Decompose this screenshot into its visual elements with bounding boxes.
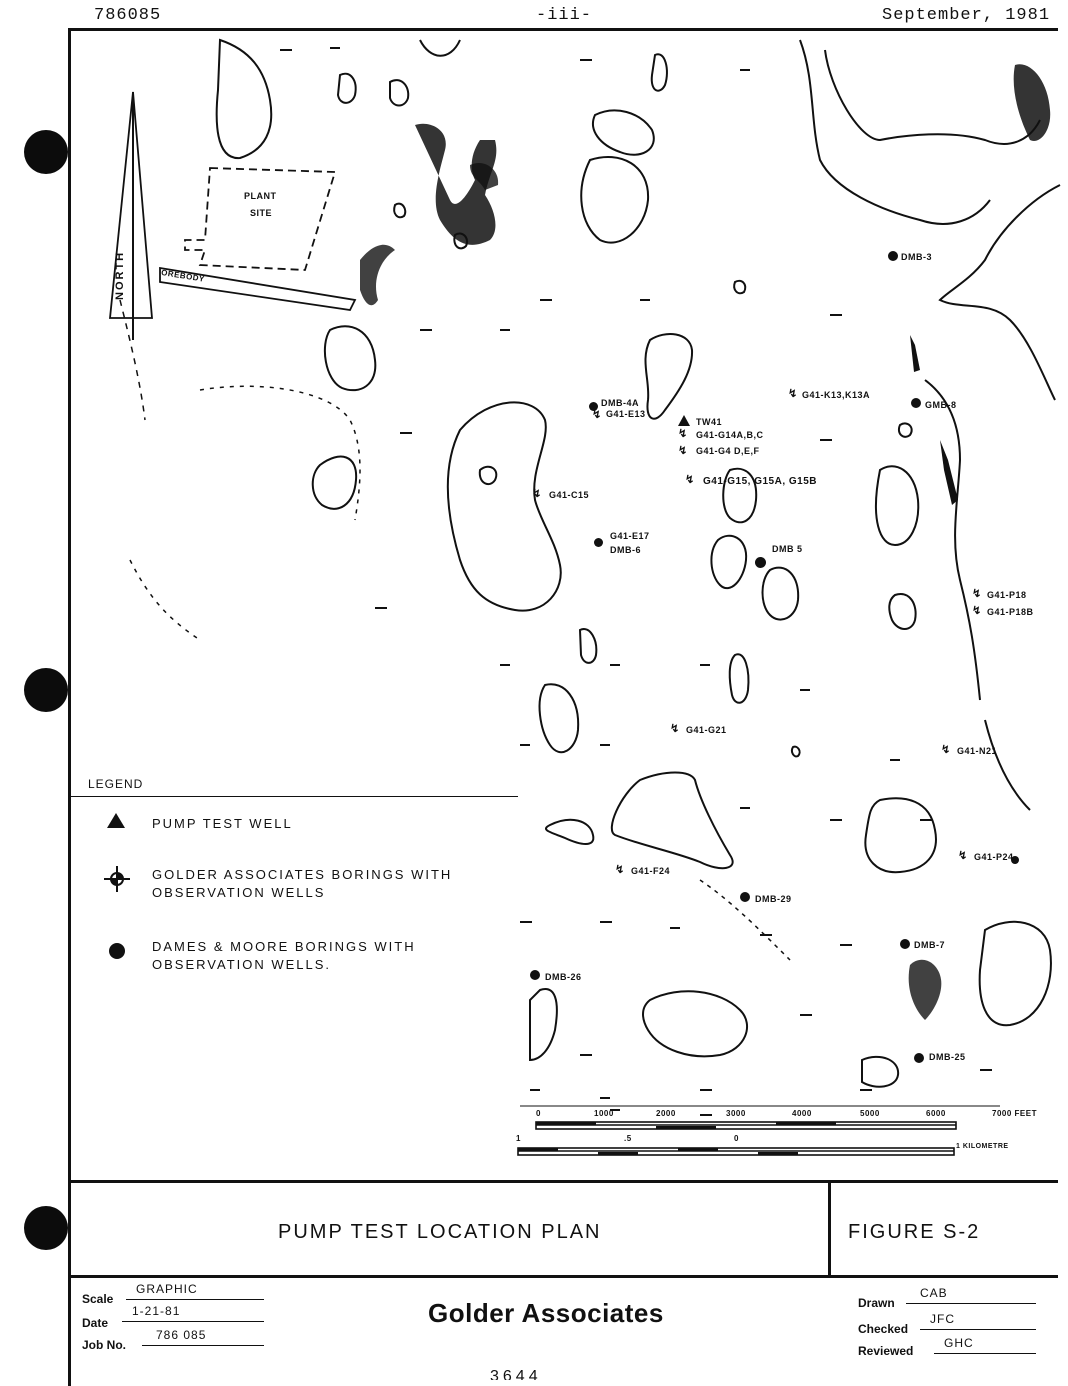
lake-outline bbox=[480, 467, 497, 484]
dames-moore-legend-icon bbox=[109, 943, 125, 959]
lake-outline bbox=[899, 423, 912, 436]
scale-tick: 1 KILOMETRE bbox=[956, 1143, 1009, 1150]
scale-label: Scale bbox=[82, 1292, 114, 1306]
figure-number: FIGURE S-2 bbox=[848, 1221, 981, 1243]
checked-label: Checked bbox=[858, 1322, 909, 1336]
well-label: TW41 bbox=[696, 417, 723, 427]
scale-tick: 7000 FEET bbox=[992, 1109, 1037, 1118]
legend-item-pump-test-well: PUMP TEST WELL bbox=[152, 816, 293, 831]
lake-outline bbox=[530, 989, 557, 1060]
scale-tick: 5000 bbox=[860, 1109, 880, 1118]
job-number-value: 786 085 bbox=[142, 1328, 264, 1346]
scale-tick: 4000 bbox=[792, 1109, 812, 1118]
lake-outline bbox=[390, 80, 408, 105]
lake-outline bbox=[862, 1057, 898, 1087]
well-label: DMB-29 bbox=[755, 894, 792, 904]
title-divider bbox=[828, 1183, 831, 1278]
lake-outline bbox=[325, 326, 375, 390]
title-block bbox=[68, 1180, 1058, 1278]
drawing-title: PUMP TEST LOCATION PLAN bbox=[278, 1221, 602, 1243]
well-label: G41-C15 bbox=[549, 490, 590, 500]
lake-outline bbox=[581, 157, 648, 243]
lake-outline bbox=[448, 402, 561, 610]
well-label: G41-G14A,B,C bbox=[696, 430, 764, 440]
lake-outline bbox=[889, 594, 915, 629]
well-label: G41-E13 bbox=[606, 409, 646, 419]
lake-outline bbox=[394, 204, 405, 218]
well-label: DMB-25 bbox=[929, 1052, 966, 1062]
legend-item-dames-moore: DAMES & MOORE BORINGS WITH bbox=[152, 939, 416, 954]
reviewed-label: Reviewed bbox=[858, 1344, 914, 1358]
scale-tick: 2000 bbox=[656, 1109, 676, 1118]
lake-outline bbox=[980, 922, 1051, 1025]
dm-boring-dot bbox=[530, 970, 540, 980]
dm-boring-dot bbox=[740, 892, 750, 902]
scale-tick: 6000 bbox=[926, 1109, 946, 1118]
well-label: G41-K13,K13A bbox=[802, 390, 871, 400]
golder-boring-icon: ↯ bbox=[670, 723, 680, 735]
reviewed-value: GHC bbox=[934, 1336, 1036, 1354]
plant-site-boundary bbox=[185, 168, 335, 270]
legend-item-golder-borings-line2: OBSERVATION WELLS bbox=[152, 885, 326, 900]
pump-test-well-icon bbox=[107, 813, 125, 828]
pump-test-well-triangle bbox=[678, 415, 690, 426]
legend-rule bbox=[68, 796, 518, 797]
drawn-value: CAB bbox=[906, 1286, 1036, 1304]
scale-tick: 3000 bbox=[726, 1109, 746, 1118]
lake-outline bbox=[643, 991, 747, 1056]
golder-boring-icon: ↯ bbox=[678, 428, 688, 440]
lake-outline bbox=[730, 654, 749, 703]
golder-boring-icon: ↯ bbox=[958, 850, 968, 862]
legend-item-dames-moore-line2: OBSERVATION WELLS. bbox=[152, 957, 332, 972]
well-label: G41-P18B bbox=[987, 607, 1034, 617]
golder-boring-icon: ↯ bbox=[532, 488, 542, 500]
well-label: G41-P18 bbox=[987, 590, 1027, 600]
dm-boring-dot bbox=[911, 398, 921, 408]
lake-outline bbox=[792, 747, 800, 757]
dm-boring-dot bbox=[888, 251, 898, 261]
punch-hole-bottom bbox=[24, 1206, 68, 1250]
scale-tick: .5 bbox=[624, 1134, 632, 1143]
well-label: DMB-7 bbox=[914, 940, 945, 950]
well-label: G41-F24 bbox=[631, 866, 671, 876]
company-name: Golder Associates bbox=[428, 1298, 664, 1328]
document-date: September, 1981 bbox=[882, 6, 1051, 25]
scale-tick: 0 bbox=[536, 1109, 541, 1118]
lake-outline bbox=[645, 334, 692, 419]
date-value: 1-21-81 bbox=[122, 1304, 264, 1322]
shoreline bbox=[940, 185, 1060, 400]
info-block bbox=[68, 1278, 1058, 1368]
well-label: G41-P24 bbox=[974, 852, 1014, 862]
orebody-label: OREBODY bbox=[160, 268, 206, 284]
lake-outline bbox=[865, 798, 936, 872]
scale-value: GRAPHIC bbox=[126, 1282, 264, 1300]
rocky-terrain bbox=[1014, 64, 1051, 141]
lake-outline bbox=[612, 773, 733, 869]
golder-boring-legend-icon bbox=[102, 864, 132, 894]
lake-outline bbox=[593, 110, 654, 154]
golder-boring-icon: ↯ bbox=[685, 474, 695, 486]
well-label: G41-N21 bbox=[957, 746, 998, 756]
golder-boring-icon: ↯ bbox=[972, 588, 982, 600]
job-number-label: Job No. bbox=[82, 1338, 126, 1352]
well-label: DMB 5 bbox=[772, 544, 803, 554]
dm-boring-dot bbox=[594, 538, 603, 547]
well-label: G41-E17 bbox=[610, 531, 650, 541]
plant-site-label: SITE bbox=[250, 208, 273, 218]
lake-outline bbox=[313, 457, 356, 509]
golder-boring-icon: ↯ bbox=[972, 605, 982, 617]
well-label: DMB-6 bbox=[610, 545, 641, 555]
drawn-label: Drawn bbox=[858, 1296, 895, 1310]
lake-outline bbox=[338, 74, 356, 103]
shoreline bbox=[925, 380, 980, 700]
lake-outline bbox=[876, 466, 918, 545]
golder-boring-icon: ↯ bbox=[592, 409, 602, 421]
scale-tick: 0 bbox=[734, 1134, 739, 1143]
well-label: G41-G4 D,E,F bbox=[696, 446, 760, 456]
lake-outline bbox=[546, 820, 593, 844]
legend-item-golder-borings: GOLDER ASSOCIATES BORINGS WITH bbox=[152, 867, 453, 882]
dm-boring-dot bbox=[755, 557, 766, 568]
well-label: G41-G21 bbox=[686, 725, 727, 735]
golder-boring-icon: ↯ bbox=[788, 388, 798, 400]
lake-outline bbox=[734, 281, 745, 293]
golder-boring-icon: ↯ bbox=[615, 864, 625, 876]
plant-site-label: PLANT bbox=[244, 191, 277, 201]
page-marker: -iii- bbox=[536, 6, 593, 25]
well-label: DMB-26 bbox=[545, 972, 582, 982]
lake-outline bbox=[580, 629, 596, 663]
dm-boring-dot bbox=[914, 1053, 924, 1063]
shoreline bbox=[985, 720, 1030, 810]
golder-boring-icon: ↯ bbox=[678, 445, 688, 457]
lake-outline bbox=[540, 684, 579, 752]
document-number: 786085 bbox=[94, 6, 162, 25]
golder-boring-icon: ↯ bbox=[941, 744, 951, 756]
checked-value: JFC bbox=[920, 1312, 1036, 1330]
lake-outline bbox=[652, 54, 667, 90]
shoreline bbox=[420, 40, 460, 56]
date-label: Date bbox=[82, 1316, 109, 1330]
well-label: DMB-3 bbox=[901, 252, 932, 262]
well-label: DMB-4A bbox=[601, 398, 639, 408]
scale-tick: 1 bbox=[516, 1134, 521, 1143]
lake-outline bbox=[711, 536, 746, 588]
well-label: GMB-8 bbox=[925, 400, 957, 410]
dm-boring-dot bbox=[900, 939, 910, 949]
legend-heading: LEGEND bbox=[88, 777, 144, 791]
scale-tick: 1000 bbox=[594, 1109, 614, 1118]
north-label: NORTH bbox=[114, 250, 126, 300]
lake-outline bbox=[763, 568, 799, 620]
shoreline bbox=[825, 50, 1040, 144]
lake-outline bbox=[217, 40, 272, 158]
page-stamp: 3644 bbox=[490, 1368, 542, 1380]
well-label: G41-G15, G15A, G15B bbox=[703, 476, 817, 487]
